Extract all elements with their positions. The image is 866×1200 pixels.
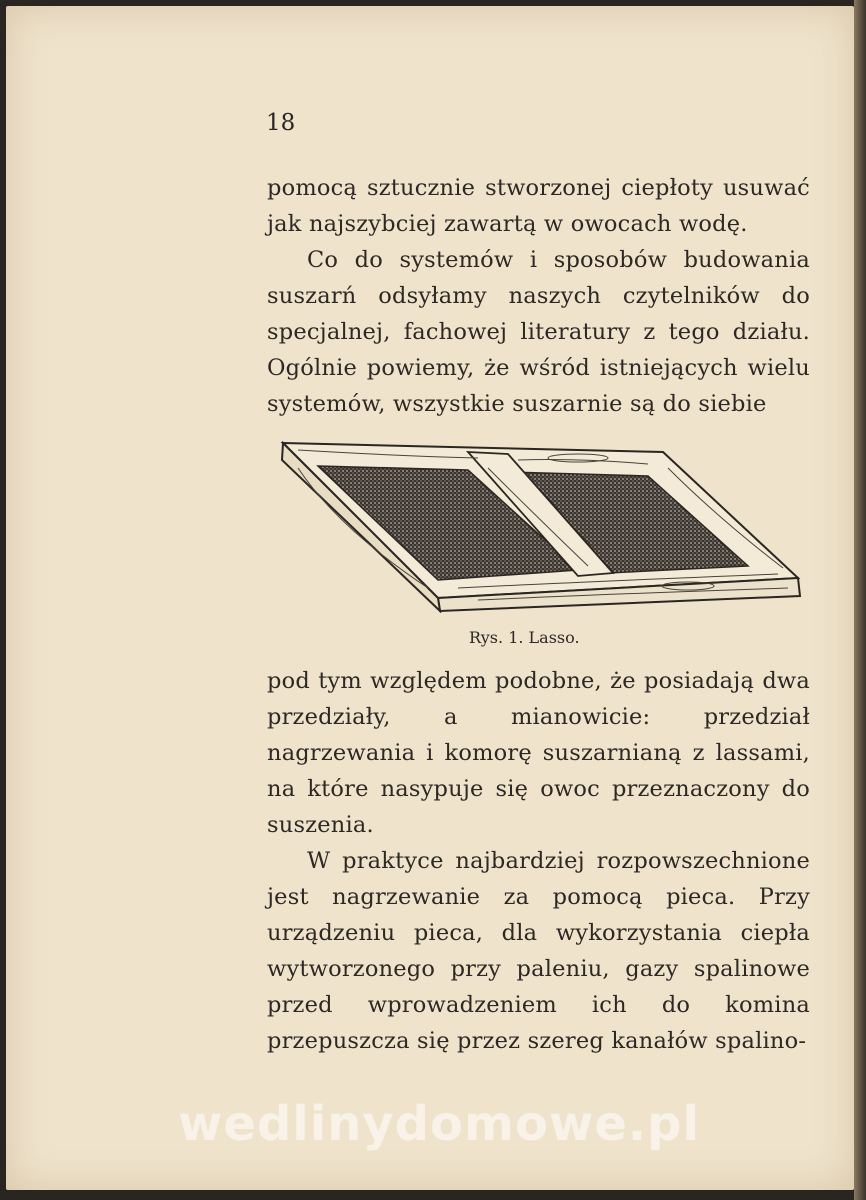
text-block-lower — [267, 663, 810, 1059]
drying-tray-illustration-icon — [278, 438, 803, 613]
page-number: 18 — [266, 110, 296, 136]
paragraph-drying-systems: Co do systemów i sposobów budowania suszarń odsyłamy naszych czytelników do specjalnej, fachowej literatury z tego działu. Ogólnie powiemy, że wśród istniejących wielu systemów, wszystkie suszarnie są do siebie — [267, 247, 810, 417]
figure-caption: Rys. 1. Lasso. — [469, 628, 580, 647]
paragraph-compartments: pod tym względem podobne, że posiadają dwa przedziały, a mianowicie: przedział nagrzewania i komorę suszarnianą z lassami, na które nasypuje się owoc przeznaczony do suszenia. — [267, 668, 810, 838]
book-page — [6, 6, 854, 1190]
text-block-upper — [267, 170, 810, 422]
watermark: wedlinydomowe.pl — [178, 1096, 700, 1152]
paragraph-oven-heating: W praktyce najbardziej rozpowszechnione jest nagrzewanie za pomocą pieca. Przy urządzeniu pieca, dla wykorzystania ciepła wytworzonego przy paleniu, gazy spalinowe przed wprowadzeniem ich do komina przepuszcza się przez szereg kanałów spalino- — [267, 848, 810, 1054]
page-edge — [854, 0, 866, 1200]
paragraph-continuation: pomocą sztucznie stworzonej ciepłoty usuwać jak najszybciej zawartą w owocach wodę. — [267, 175, 810, 237]
